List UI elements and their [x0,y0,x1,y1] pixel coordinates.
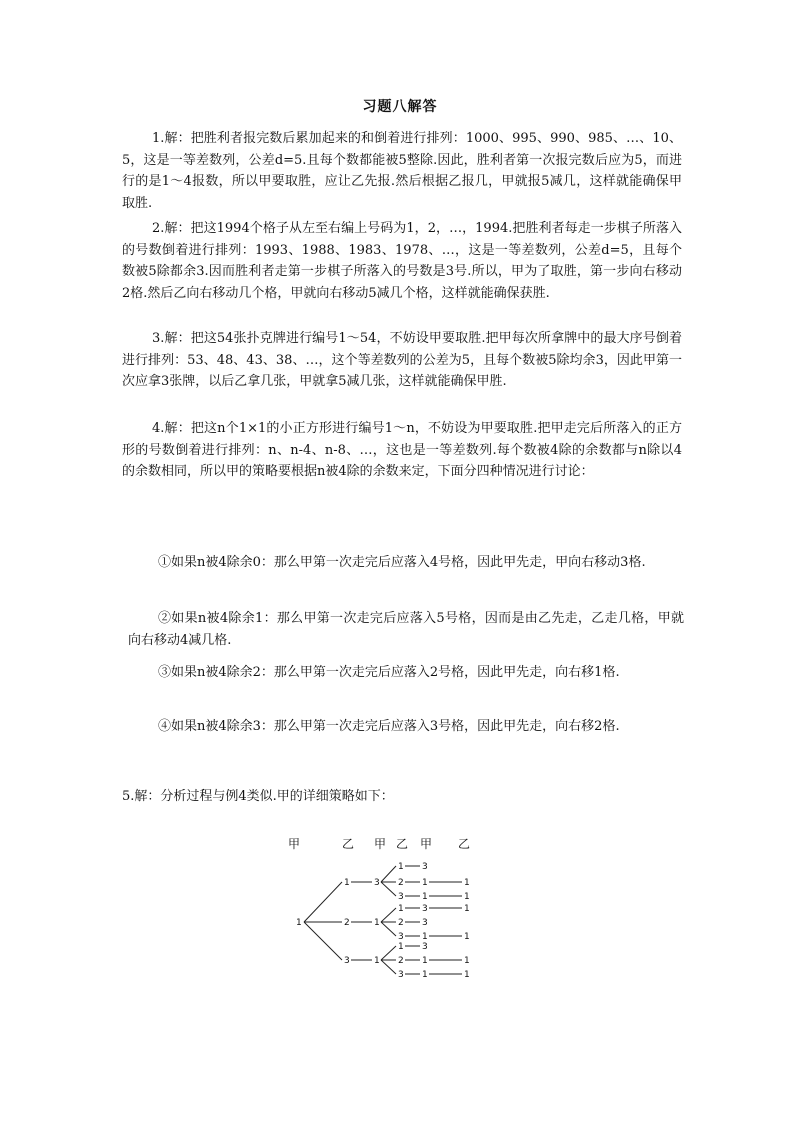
answer-1: 1.解：把胜利者报完数后累加起来的和倒着进行排列：1000、995、990、985、…、10、5，这是一等差数列，公差d=5.且每个数都能被5整除.因此，胜利者第一次报完数后应为5，而进行的是1～4报数，所以甲要取胜，应让乙先报.然后根据乙报几，甲就报5减几，这样就能确保甲取胜. [122,131,682,211]
tree-edge [381,908,396,922]
tree-node-l5: 1 [464,892,470,902]
tree-edge [381,960,396,974]
tree-node-l5: 1 [464,932,470,942]
tree-node-l5: 1 [464,956,470,966]
tree-node-l2: 1 [374,918,380,928]
case-remainder-2: ③如果n被4除余2：那么甲第一次走完后应落入2号格，因此甲先走，向右移1格. [158,665,620,680]
tree-edge [381,946,396,960]
tree-node-l1: 2 [344,918,350,928]
case-remainder-1: ②如果n被4除余1：那么甲第一次走完后应落入5号格，因而是由乙先走，乙走几格，甲就向右移动4减几格. [128,611,684,648]
tree-node-l4: 3 [422,942,428,952]
tree-node-l5: 1 [464,878,470,888]
tree-node-l3: 1 [398,942,404,952]
tree-node-l1: 3 [344,956,350,966]
tree-node-l4: 3 [422,862,428,872]
strategy-tree-diagram [280,830,500,990]
answer-5: 5.解：分析过程与例4类似.甲的详细策略如下： [122,789,394,804]
tree-node-l3: 2 [398,918,404,928]
tree-node-l3: 1 [398,862,404,872]
answer-2: 2.解：把这1994个格子从左至右编上号码为1，2，…，1994.把胜利者每走一步棋子所落入的号数倒着进行排列：1993、1988、1983、1978、…，这是一等差数列，公差d=5，且每个数被5除都余3.因而胜利者走第一步棋子所落入的号数是3号.所以，甲为了取胜，第一步向右移动2格.然后乙向右移动几个格，甲就向右移动5减几个格，这样就能确保获胜. [122,221,682,301]
tree-node-l4: 1 [422,932,428,942]
tree-header-yi-2: 乙 [396,837,409,851]
tree-node-l3: 3 [398,932,404,942]
tree-node-l4: 1 [422,970,428,980]
tree-node-l2: 3 [374,878,380,888]
tree-node-l3: 2 [398,878,404,888]
answer-3: 3.解：把这54张扑克牌进行编号1～54，不妨设甲要取胜.把甲每次所拿牌中的最大序号倒着进行排列：53、48、43、38、…，这个等差数列的公差为5，且每个数被5除均余3，因此甲第一次应拿3张牌，以后乙拿几张，甲就拿5减几张，这样就能确保甲胜. [122,331,682,389]
tree-root-node: 1 [296,918,302,928]
tree-header-jia-1: 甲 [288,837,301,851]
tree-node-l3: 3 [398,970,404,980]
tree-edge [381,866,396,882]
page-title: 习题八解答 [362,99,438,115]
tree-node-l3: 3 [398,892,404,902]
tree-edge [304,882,342,922]
tree-node-l4: 1 [422,956,428,966]
tree-header-jia-3: 甲 [420,837,433,851]
tree-node-l4: 3 [422,918,428,928]
case-remainder-0: ①如果n被4除余0：那么甲第一次走完后应落入4号格，因此甲先走，甲向右移动3格. [158,555,646,570]
tree-node-l4: 1 [422,892,428,902]
tree-header-yi-1: 乙 [342,837,355,851]
tree-node-l4: 3 [422,904,428,914]
tree-edge [381,922,396,936]
tree-node-l3: 1 [398,904,404,914]
tree-header-yi-3: 乙 [458,837,471,851]
tree-node-l3: 2 [398,956,404,966]
tree-node-l4: 1 [422,878,428,888]
case-remainder-3: ④如果n被4除余3：那么甲第一次走完后应落入3号格，因此甲先走，向右移2格. [158,719,620,734]
tree-node-l2: 1 [374,956,380,966]
answer-4: 4.解：把这n个1×1的小正方形进行编号1～n，不妨设为甲要取胜.把甲走完后所落入的正方形的号数倒着进行排列：n、n-4、n-8、…，这也是一等差数列.每个数被4除的余数都与n除以4的余数相同，所以甲的策略要根据n被4除的余数来定，下面分四种情况进行讨论： [122,421,682,479]
tree-node-l5: 1 [464,904,470,914]
tree-node-l1: 1 [344,878,350,888]
tree-edge [381,882,396,896]
tree-edge [304,922,342,960]
tree-node-l5: 1 [464,970,470,980]
tree-header-jia-2: 甲 [374,837,387,851]
